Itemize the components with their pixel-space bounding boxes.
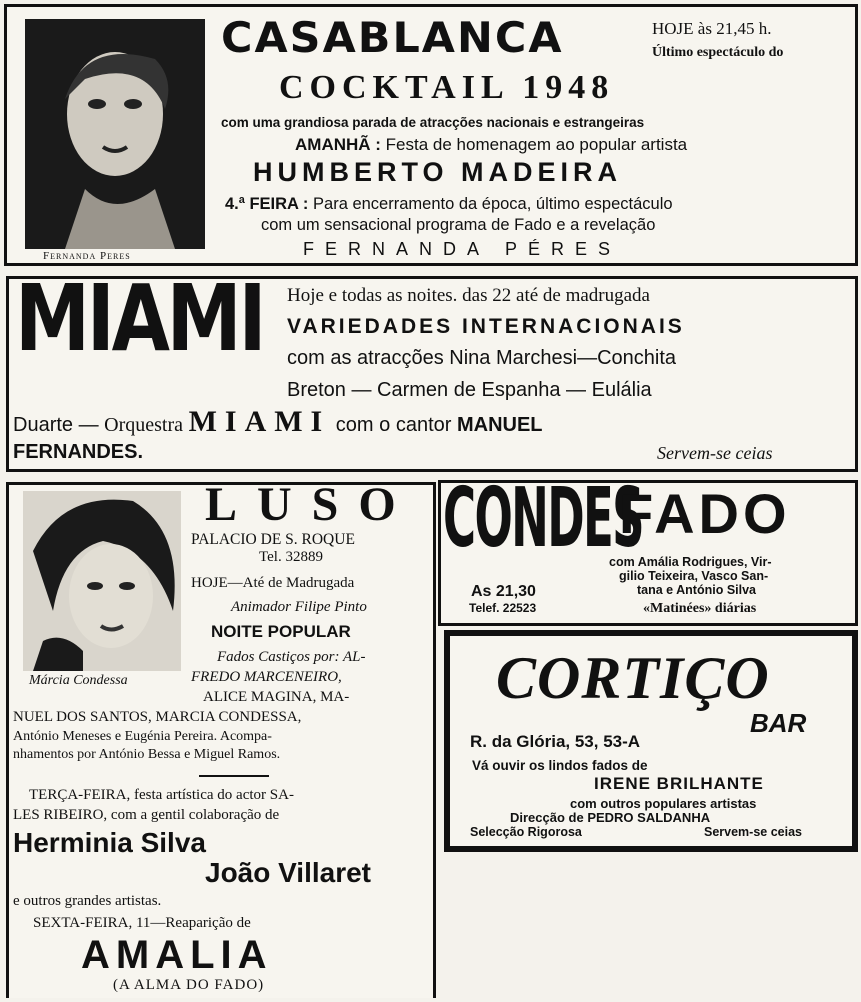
miami-suppers: Servem-se ceias xyxy=(657,443,773,463)
casablanca-ad xyxy=(4,4,858,266)
show-name: COCKTAIL 1948 xyxy=(279,69,615,106)
condes-time: As 21,30 xyxy=(471,583,536,600)
cortico-listen: Vá ouvir os lindos fados de xyxy=(472,758,648,773)
reveal-name: FERNANDA PÉRES xyxy=(303,239,622,259)
cortico-address: R. da Glória, 53, 53-A xyxy=(470,732,641,751)
luso-fados-a: Fados Castiços por: AL- xyxy=(217,649,366,665)
cortico-direction: Direcção de PEDRO SALDANHA xyxy=(510,810,711,825)
luso-others: e outros grandes artistas. xyxy=(13,893,162,909)
miami-orquestra-label: Orquestra xyxy=(104,414,184,436)
miami-duarte: Duarte — xyxy=(13,414,99,436)
luso-fados-c: ALICE MAGINA, MA- xyxy=(203,689,350,705)
miami-variety: VARIEDADES INTERNACIONAIS xyxy=(287,315,685,338)
miami-singer-last: FERNANDES. xyxy=(13,441,144,463)
luso-star-villaret: João Villaret xyxy=(205,857,372,888)
luso-tel: Tel. 32889 xyxy=(259,549,323,565)
cortico-suppers: Servem-se ceias xyxy=(704,825,802,839)
miami-schedule: Hoje e todas as noites. das 22 até de madrugada xyxy=(287,285,650,306)
honoree-name: HUMBERTO MADEIRA xyxy=(253,157,622,187)
miami-line-2: Breton — Carmen de Espanha — Eulália xyxy=(287,379,652,401)
miami-singer-intro: com o cantor xyxy=(335,414,452,436)
cortico-ad xyxy=(444,630,858,852)
miami-line-3 xyxy=(13,405,543,439)
luso-star-amalia: AMALIA xyxy=(81,933,273,977)
luso-tuesday-a: TERÇA-FEIRA, festa artística do actor SA- xyxy=(29,787,294,803)
condes-cast-a: com Amália Rodrigues, Vir- xyxy=(609,555,772,569)
wednesday-line-2: com um sensacional programa de Fado e a revelação xyxy=(261,216,656,234)
tomorrow-line xyxy=(295,135,687,155)
wednesday-line xyxy=(225,195,673,214)
miami-orchestra-name: MIAMI xyxy=(188,405,331,438)
luso-tuesday-b: LES RIBEIRO, com a gentil colaboração de xyxy=(13,807,280,823)
luso-today: HOJE—Até de Madrugada xyxy=(191,575,355,591)
cortico-singer: IRENE BRILHANTE xyxy=(594,774,764,793)
last-show-text: Último espectáculo do xyxy=(652,45,784,60)
tonight-time: HOJE às 21,45 h. xyxy=(652,19,772,38)
parade-line: com uma grandiosa parada de atracções nacionais e estrangeiras xyxy=(221,115,645,130)
miami-singer-first: MANUEL xyxy=(456,414,543,436)
luso-fados-f: nhamentos por António Bessa e Miguel Ramos. xyxy=(13,747,281,762)
condes-title: FADO xyxy=(619,482,791,545)
marcia-condessa-photo xyxy=(23,491,181,671)
portrait-illustration xyxy=(23,491,181,671)
condes-logo: CONDES xyxy=(443,471,644,566)
fernanda-peres-caption: Fernanda Peres xyxy=(43,250,131,262)
condes-cast-b: gilio Teixeira, Vasco San- xyxy=(619,569,769,583)
cortico-bar: BAR xyxy=(750,708,807,738)
tomorrow-text: Festa de homenagem ao popular artista xyxy=(385,135,688,154)
luso-title: LUSO xyxy=(205,478,416,531)
luso-star-herminia: Herminia Silva xyxy=(13,827,206,858)
luso-friday: SEXTA-FEIRA, 11—Reaparição de xyxy=(33,915,251,931)
cortico-logo: CORTIÇO xyxy=(496,645,770,711)
portrait-illustration xyxy=(25,19,205,249)
condes-ad xyxy=(438,471,858,626)
cortico-selection: Selecção Rigorosa xyxy=(470,825,582,839)
miami-logo: MIAMI xyxy=(15,265,264,372)
casablanca-title: CASABLANCA xyxy=(221,13,564,62)
wednesday-text: Para encerramento da época, último espectáculo xyxy=(313,195,673,213)
luso-divider xyxy=(199,775,269,777)
condes-tel: Telef. 22523 xyxy=(469,601,537,615)
luso-fados-e: António Meneses e Eugénia Pereira. Acompa- xyxy=(13,729,272,744)
luso-host: Animador Filipe Pinto xyxy=(231,599,367,615)
miami-ad xyxy=(6,265,858,472)
luso-popular-night: NOITE POPULAR xyxy=(211,622,351,641)
luso-venue: PALACIO DE S. ROQUE xyxy=(191,531,355,548)
wednesday-label: 4.ª FEIRA : xyxy=(225,195,309,213)
tomorrow-label: AMANHÃ : xyxy=(295,135,381,154)
luso-fados-d: NUEL DOS SANTOS, MARCIA CONDESSA, xyxy=(13,709,302,725)
cortico-others: com outros populares artistas xyxy=(570,796,757,811)
fernanda-peres-photo xyxy=(25,19,205,249)
luso-star-amalia-sub: (A ALMA DO FADO) xyxy=(113,977,265,993)
condes-cast-c: tana e António Silva xyxy=(637,583,757,597)
marcia-condessa-caption: Márcia Condessa xyxy=(29,673,128,688)
luso-fados-b: FREDO MARCENEIRO, xyxy=(191,669,342,685)
condes-matinees: «Matinées» diárias xyxy=(643,601,757,616)
luso-ad xyxy=(6,478,436,998)
miami-line-1: com as atracções Nina Marchesi—Conchita xyxy=(287,347,677,369)
